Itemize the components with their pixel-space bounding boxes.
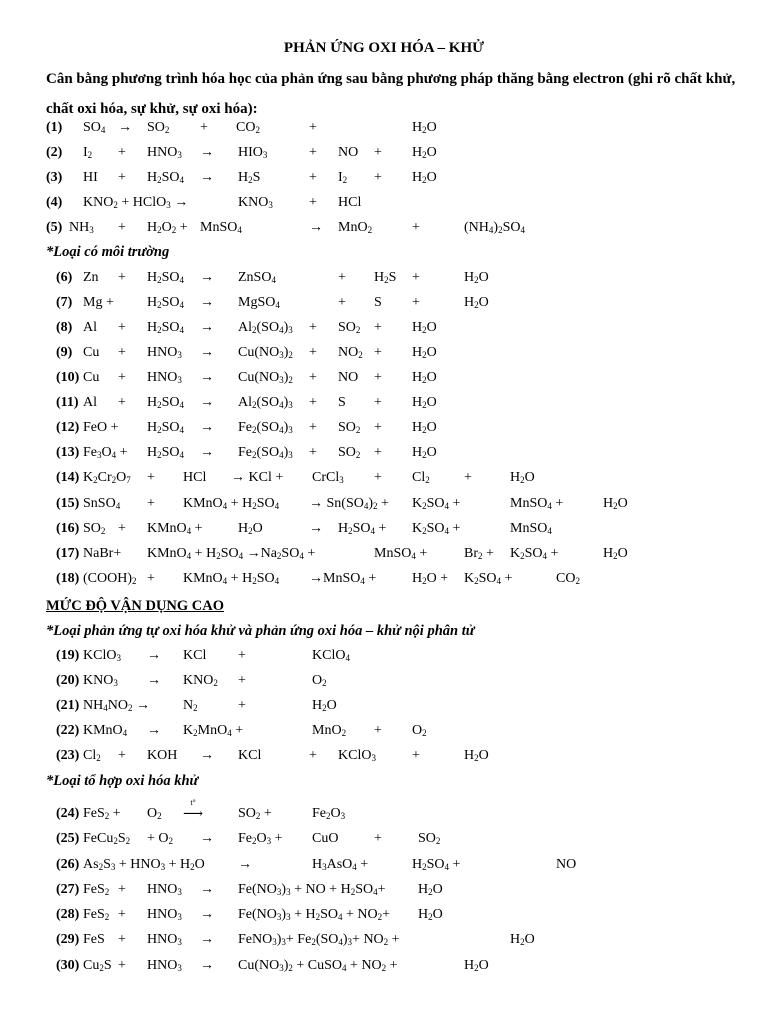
- equation-term: $H_2O$: [464, 270, 489, 285]
- equation-term: HCl: [338, 195, 362, 210]
- equation-term: $Cu(NO_3)_2$: [238, 370, 293, 385]
- equation-row: [0, 120, 700, 145]
- equation-row: [0, 546, 700, 571]
- equation-term: MnSO$_4$: [510, 521, 552, 536]
- equation-term: FeS$_2$: [83, 907, 110, 922]
- equation-term: MgSO$_4$: [238, 295, 280, 310]
- equation-term: HI: [83, 170, 98, 185]
- equation-term: +: [374, 370, 382, 385]
- equation-term: $H_2O$: [412, 345, 437, 360]
- equation-row: [0, 295, 700, 320]
- equation-term: +: [147, 496, 155, 511]
- equation-term: $NH_3$: [69, 220, 94, 235]
- equation-term: KCl: [183, 648, 207, 663]
- equation-term: $HNO_3$: [147, 958, 182, 973]
- equation-term: KMnO$_4$: [83, 723, 128, 738]
- equation-term: FeS$_2$ +: [83, 806, 121, 821]
- equation-term: $CO_2$: [556, 571, 580, 586]
- equation-term: →: [200, 145, 214, 160]
- equation-term: $Fe(NO_3)_3 + H_2SO_4 + NO_2+$: [238, 907, 391, 922]
- equation-term: $H_2O$: [464, 748, 489, 763]
- equation-term: +: [309, 170, 317, 185]
- equation-term: KMnO$_4$ + $H_2SO_4$: [183, 571, 280, 586]
- instructions: Cân bằng phương trình hóa học của phản ứng sau bằng phương pháp thăng bằng electron (ghi rõ chất khử, chất oxi hóa, sự khử, sự oxi hóa):: [46, 71, 736, 117]
- equation-term: $H_2SO_4$ +: [412, 857, 461, 872]
- equation-term: $H_2O$: [312, 698, 337, 713]
- equation-row: [0, 882, 700, 907]
- equation-term: $SO_2$: [338, 420, 361, 435]
- equation-term: +: [309, 748, 317, 763]
- equation-term: $H_2SO_4$ +: [338, 521, 387, 536]
- equation-term: $Al_2(SO_4)_3$: [238, 320, 293, 335]
- equation-number: (20): [56, 673, 80, 688]
- equation-row: [0, 470, 700, 495]
- equation-term: +: [147, 571, 155, 586]
- equation-number: (5): [46, 220, 63, 235]
- equation-row: [0, 673, 700, 698]
- equation-term: $HIO_3$: [238, 145, 268, 160]
- equation-term: $NO_2$: [338, 345, 363, 360]
- equation-term: KClO$_3$: [338, 748, 376, 763]
- equation-number: (16): [56, 521, 80, 536]
- equation-row: [0, 320, 700, 345]
- equation-term: Al: [83, 320, 97, 335]
- equation-term: $H_2O$: [418, 907, 443, 922]
- equation-term: +: [118, 748, 126, 763]
- equation-term: $FeNO_3)_3+ Fe_2(SO_4)_3+ NO_2$ +: [238, 932, 400, 947]
- equation-number: (9): [56, 345, 73, 360]
- equation-term: +: [118, 882, 126, 897]
- equation-row: [0, 907, 700, 932]
- equation-term: $H_2S$: [374, 270, 397, 285]
- equation-term: $H_2O_2$ +: [147, 220, 188, 235]
- equation-term: +: [309, 320, 317, 335]
- equation-term: $K_2SO_4$ +: [510, 546, 559, 561]
- equation-number: (26): [56, 857, 80, 872]
- equation-term: Mg +: [83, 295, 114, 310]
- equation-term: $H_2O$: [412, 145, 437, 160]
- equation-term: →: [200, 907, 214, 922]
- equation-row: [0, 521, 700, 546]
- equation-row: [0, 648, 700, 673]
- equation-term: →: [200, 270, 214, 285]
- equation-term: $Cl_2$: [83, 748, 101, 763]
- equation-term: $KNO_3$: [83, 673, 118, 688]
- equation-term: MnSO$_4$: [200, 220, 242, 235]
- equation-number: (28): [56, 907, 80, 922]
- equation-term: Zn: [83, 270, 99, 285]
- equation-term: $H_2O$: [238, 521, 263, 536]
- equation-term: $Br_2$ +: [464, 546, 494, 561]
- equation-row: [0, 496, 700, 521]
- equation-term: $As_2S_3 + HNO_3 + H_2O$: [83, 857, 205, 872]
- equation-number: (23): [56, 748, 80, 763]
- equation-term: $H_2O$: [418, 882, 443, 897]
- equation-term: $Fe_2(SO_4)_3$: [238, 445, 293, 460]
- equation-term: +: [118, 907, 126, 922]
- equation-number: (11): [56, 395, 79, 410]
- equation-term: $SO_2$: [147, 120, 170, 135]
- equation-term: $H_2O$: [464, 295, 489, 310]
- equation-term: $HNO_3$: [147, 932, 182, 947]
- equation-term: +: [374, 345, 382, 360]
- equation-term: $H_2S$: [238, 170, 261, 185]
- equation-term: $H_2O$: [412, 370, 437, 385]
- equation-term: $KNO_3$: [238, 195, 273, 210]
- equation-row: [0, 723, 700, 748]
- section-to-hop: *Loại tổ hợp oxi hóa khử: [46, 773, 199, 789]
- equation-number: (29): [56, 932, 80, 947]
- equation-term: →: [200, 882, 214, 897]
- equation-term: + $O_2$: [147, 831, 174, 846]
- equation-term: $H_2O$: [412, 395, 437, 410]
- equation-number: (7): [56, 295, 73, 310]
- equation-term: →: [147, 648, 161, 663]
- equation-row: [0, 857, 700, 882]
- equation-row: [0, 170, 700, 195]
- equation-term: →: [200, 420, 214, 435]
- equation-term: $Al_2(SO_4)_3$: [238, 395, 293, 410]
- equation-term: →: [200, 748, 214, 763]
- equation-term: SnSO$_4$: [83, 496, 121, 511]
- equation-term: NO: [338, 145, 359, 160]
- equation-term: +: [464, 470, 472, 485]
- equation-term: HCl: [183, 470, 207, 485]
- equation-term: +: [118, 145, 126, 160]
- equation-term: →: [238, 857, 252, 872]
- equation-term: S: [374, 295, 382, 310]
- equation-term: MnSO$_4$ +: [374, 546, 428, 561]
- equation-term: $FeCu_2S_2$: [83, 831, 131, 846]
- equation-term: $H_2O$: [603, 546, 628, 561]
- equation-term: KMnO$_4$ + $H_2SO_4 \to Na_2SO_4$ +: [147, 546, 316, 561]
- equation-term: $K_2SO_4$ +: [412, 496, 461, 511]
- equation-row: [0, 698, 700, 723]
- equation-row: [0, 195, 700, 220]
- equation-term: →: [200, 320, 214, 335]
- equation-term: $Cu(NO_3)_2$: [238, 345, 293, 360]
- equation-row: [0, 370, 700, 395]
- equation-term: $(NH_4)_2SO_4$: [464, 220, 525, 235]
- equation-term: $Cl_2$: [412, 470, 430, 485]
- equation-number: (10): [56, 370, 80, 385]
- equation-term: $Fe_2O_3$: [312, 806, 346, 821]
- equation-term: +: [374, 170, 382, 185]
- equation-number: (3): [46, 170, 63, 185]
- equation-term: →: [118, 120, 132, 135]
- equation-term: +: [412, 748, 420, 763]
- equation-term: $SO_2$: [338, 320, 361, 335]
- equation-term: $K_2SO_4$ +: [464, 571, 513, 586]
- equation-term: +: [374, 470, 382, 485]
- equation-term: +: [374, 420, 382, 435]
- equation-row: [0, 420, 700, 445]
- equation-term: +: [338, 295, 346, 310]
- equation-term: +: [118, 395, 126, 410]
- equation-term: $HNO_3$: [147, 882, 182, 897]
- equation-term: +: [412, 295, 420, 310]
- equation-number: (2): [46, 145, 63, 160]
- equation-term: $CO_2$: [236, 120, 260, 135]
- equation-term: $SO_2$ +: [238, 806, 272, 821]
- equation-term: +: [309, 445, 317, 460]
- equation-term: +: [238, 673, 246, 688]
- equation-term: →: [200, 958, 214, 973]
- equation-number: (13): [56, 445, 80, 460]
- equation-term: FeS: [83, 932, 105, 947]
- equation-number: (12): [56, 420, 80, 435]
- equation-row: [0, 831, 700, 856]
- equation-term: $Fe_2(SO_4)_3$: [238, 420, 293, 435]
- equation-term: KMnO$_4$ +: [147, 521, 203, 536]
- equation-term: +: [200, 120, 208, 135]
- equation-term: $H_2SO_4$: [147, 295, 185, 310]
- equation-term: $H_2SO_4$: [147, 445, 185, 460]
- equation-number: (17): [56, 546, 80, 561]
- equation-term: +: [309, 395, 317, 410]
- equation-number: (19): [56, 648, 80, 663]
- equation-term: +: [118, 958, 126, 973]
- section-van-dung-cao: MỨC ĐỘ VẬN DỤNG CAO: [46, 598, 225, 614]
- equation-term: NO: [338, 370, 359, 385]
- equation-row: [0, 445, 700, 470]
- equation-term: $N_2$: [183, 698, 198, 713]
- equation-term: MnO$_2$: [338, 220, 373, 235]
- equation-number: (6): [56, 270, 73, 285]
- equation-term: +: [118, 270, 126, 285]
- equation-term: +: [309, 345, 317, 360]
- equation-term: +: [118, 370, 126, 385]
- equation-term: FeS$_2$: [83, 882, 110, 897]
- equation-term: $K_2SO_4$ +: [412, 521, 461, 536]
- equation-term: →: [200, 295, 214, 310]
- equation-row: [0, 932, 700, 957]
- equation-term: +: [374, 145, 382, 160]
- equation-term: Al: [83, 395, 97, 410]
- equation-row: [0, 145, 700, 170]
- equation-term: Cu: [83, 345, 100, 360]
- equation-term: $H_2O$: [412, 120, 437, 135]
- equation-term: $H_2O$: [412, 320, 437, 335]
- equation-number: (27): [56, 882, 80, 897]
- section-tu-oxi-hoa: *Loại phản ứng tự oxi hóa khử và phản ứng oxi hóa – khử nội phân tử: [46, 623, 475, 639]
- equation-term: +: [412, 270, 420, 285]
- equation-term: →: [200, 831, 214, 846]
- equation-term: $(COOH)_2$: [83, 571, 137, 586]
- equation-term: $SO_2$: [418, 831, 441, 846]
- equation-term: $H_2SO_4$: [147, 395, 185, 410]
- equation-term: →: [200, 445, 214, 460]
- equation-term: +: [374, 831, 382, 846]
- equation-term: +: [309, 420, 317, 435]
- equation-term: +: [238, 698, 246, 713]
- equation-term: $Fe_2O_3$ +: [238, 831, 283, 846]
- equation-row: [0, 958, 700, 983]
- equation-term: $K_2MnO_4$ +: [183, 723, 244, 738]
- equation-term: +: [374, 723, 382, 738]
- equation-term: +: [118, 932, 126, 947]
- equation-row: [0, 345, 700, 370]
- equation-term: MnO$_2$: [312, 723, 347, 738]
- equation-number: (24): [56, 806, 80, 821]
- equation-number: (14): [56, 470, 80, 485]
- equation-term: KMnO$_4$ + $H_2SO_4$: [183, 496, 280, 511]
- equation-term: $H_2SO_4$: [147, 270, 185, 285]
- equation-term: FeO +: [83, 420, 119, 435]
- equation-number: (22): [56, 723, 80, 738]
- equation-term: $H_2O$: [464, 958, 489, 973]
- equation-row: [0, 571, 700, 596]
- equation-term: +: [374, 445, 382, 460]
- equation-term: +: [309, 145, 317, 160]
- equation-term: →: [200, 370, 214, 385]
- equation-number: (1): [46, 120, 63, 135]
- equation-term: KClO$_4$: [312, 648, 350, 663]
- equation-term: +: [238, 648, 246, 663]
- equation-term: NO: [556, 857, 577, 872]
- equation-term: $HNO_3$: [147, 345, 182, 360]
- equation-row: [0, 270, 700, 295]
- equation-term: $H_2O$: [412, 445, 437, 460]
- equation-term: CrCl$_3$: [312, 470, 344, 485]
- equation-term: $O_2$: [312, 673, 327, 688]
- equation-term: →: [309, 521, 323, 536]
- equation-row: [0, 748, 700, 773]
- equation-number: (21): [56, 698, 80, 713]
- equation-term: $H_3AsO_4$ +: [312, 857, 369, 872]
- heat-arrow: t° ⟶: [183, 798, 204, 822]
- equation-term: →: [200, 395, 214, 410]
- equation-term: $KNO_2$: [183, 673, 218, 688]
- equation-number: (25): [56, 831, 80, 846]
- equation-term: $HNO_3$: [147, 907, 182, 922]
- equation-term: $H_2SO_4$: [147, 320, 185, 335]
- equation-term: +: [338, 270, 346, 285]
- equation-term: →: [309, 220, 323, 235]
- equation-term: $H_2O$: [510, 470, 535, 485]
- equation-term: $HNO_3$: [147, 370, 182, 385]
- section-moi-truong: *Loại có môi trường: [46, 244, 170, 260]
- equation-term: $I_2$: [338, 170, 348, 185]
- equation-term: +: [147, 470, 155, 485]
- equation-term: +: [118, 220, 126, 235]
- equation-term: $H_2O$: [412, 420, 437, 435]
- equation-term: $Cu(NO_3)_2$ + CuSO$_4$ + $NO_2$ +: [238, 958, 398, 973]
- equation-term: → $Sn(SO_4)_2$ +: [309, 496, 389, 511]
- equation-row: [0, 395, 700, 420]
- equation-term: +: [309, 370, 317, 385]
- equation-term: MnSO$_4$ +: [510, 496, 564, 511]
- equation-term: →: [147, 673, 161, 688]
- page-title: PHẢN ỨNG OXI HÓA – KHỬ: [283, 40, 485, 56]
- equation-term: +: [118, 170, 126, 185]
- equation-term: $HNO_3$: [147, 145, 182, 160]
- equation-term: $H_2O$: [412, 170, 437, 185]
- equation-term: →: [200, 345, 214, 360]
- equation-number: (8): [56, 320, 73, 335]
- equation-term: $SO_2$: [83, 521, 106, 536]
- equation-term: →: [200, 170, 214, 185]
- equation-term: NaBr+: [83, 546, 122, 561]
- equation-row: [0, 798, 700, 831]
- equation-term: KClO$_3$: [83, 648, 121, 663]
- equation-term: +: [309, 195, 317, 210]
- equation-term: $H_2O$: [510, 932, 535, 947]
- equation-term: $Fe(NO_3)_3$ + NO + $H_2SO_4+$: [238, 882, 386, 897]
- equation-term: →MnSO$_4$ +: [309, 571, 377, 586]
- heat-label: t°: [190, 798, 196, 807]
- equation-number: (30): [56, 958, 80, 973]
- equation-term: $NH_4NO_2$ →: [83, 698, 150, 713]
- equation-term: → KCl +: [231, 470, 284, 485]
- equation-term: $Fe_3O_4$ +: [83, 445, 128, 460]
- equation-term: $H_2SO_4$: [147, 170, 185, 185]
- equation-term: +: [118, 345, 126, 360]
- equation-row: [0, 220, 700, 245]
- equation-number: (18): [56, 571, 80, 586]
- equation-term: +: [309, 120, 317, 135]
- equation-term: $H_2O$ +: [412, 571, 449, 586]
- equation-term: $I_2$: [83, 145, 93, 160]
- equation-term: $H_2O$: [603, 496, 628, 511]
- equation-term: →: [147, 723, 161, 738]
- equation-term: KOH: [147, 748, 178, 763]
- equation-number: (15): [56, 496, 80, 511]
- equation-term: +: [412, 220, 420, 235]
- equation-term: $KNO_2$ + HClO$_3$ →: [83, 195, 189, 210]
- equation-term: +: [374, 320, 382, 335]
- equation-term: $O_2$: [412, 723, 427, 738]
- equation-number: (4): [46, 195, 63, 210]
- equation-term: $Cu_2S$: [83, 958, 112, 973]
- equation-term: Cu: [83, 370, 100, 385]
- equation-term: CuO: [312, 831, 339, 846]
- equation-term: $H_2SO_4$: [147, 420, 185, 435]
- equation-term: $K_2Cr_2O_7$: [83, 470, 131, 485]
- equation-term: $SO_4$: [83, 120, 106, 135]
- equation-term: $O_2$: [147, 806, 162, 821]
- equation-term: →: [200, 932, 214, 947]
- equation-term: S: [338, 395, 346, 410]
- equation-term: +: [118, 521, 126, 536]
- equation-term: KCl: [238, 748, 262, 763]
- equation-term: +: [118, 320, 126, 335]
- equation-term: $SO_2$: [338, 445, 361, 460]
- equation-term: ZnSO$_4$: [238, 270, 276, 285]
- equation-term: +: [374, 395, 382, 410]
